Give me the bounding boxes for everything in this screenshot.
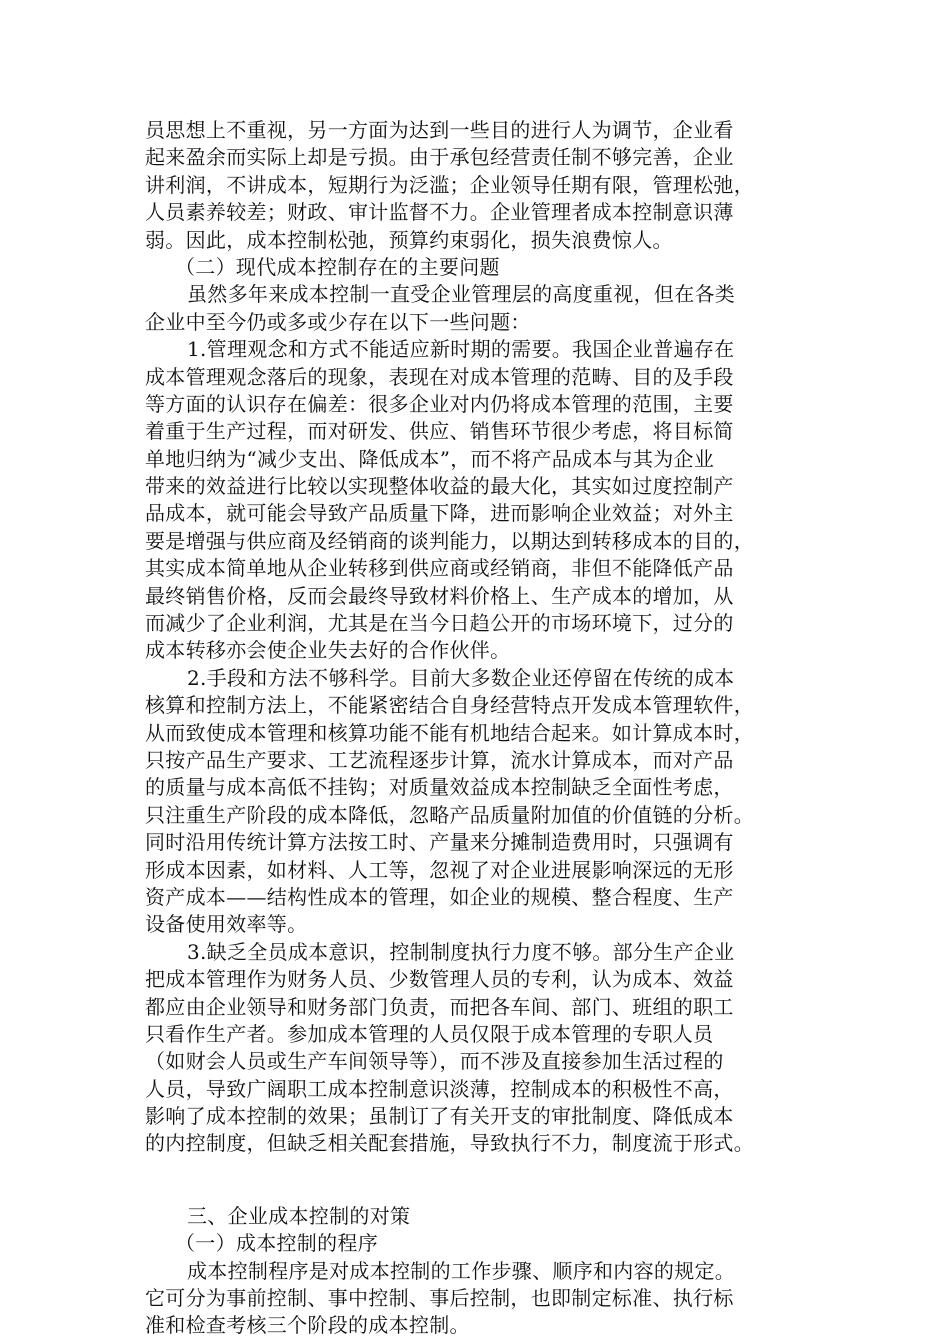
text-line: 资产成本——结构性成本的管理，如企业的规模、整合程度、生产 — [145, 884, 734, 909]
text-line: 从而致使成本管理和核算功能不能有机地结合起来。如计算成本时， — [145, 720, 754, 745]
section-heading: 三、企业成本控制的对策 — [187, 1203, 411, 1228]
text-line: 单地归纳为“减少支出、降低成本”，而不将产品成本与其为企业 — [145, 446, 715, 471]
paragraph-first-line: 1.管理观念和方式不能适应新时期的需要。我国企业普遍存在 — [187, 337, 735, 362]
text-line: 成本管理观念落后的现象，表现在对成本管理的范畴、目的及手段 — [145, 364, 734, 389]
text-line: 只按产品生产要求、工艺流程逐步计算，流水计算成本，而对产品 — [145, 747, 734, 772]
text-line: 准和检查考核三个阶段的成本控制。 — [145, 1313, 470, 1338]
text-line: 弱。因此，成本控制松弛，预算约束弱化，损失浪费惊人。 — [145, 227, 673, 252]
text-line: 而减少了企业利润，尤其是在当今日趋公开的市场环境下，过分的 — [145, 611, 734, 636]
paragraph-first-line: 2.手段和方法不够科学。目前大多数企业还停留在传统的成本 — [187, 665, 735, 690]
text-line: 着重于生产过程，而对研发、供应、销售环节很少考虑，将目标简 — [145, 419, 734, 444]
text-line: 它可分为事前控制、事中控制、事后控制，也即制定标准、执行标 — [145, 1286, 734, 1311]
text-line: 的内控制度，但缺乏相关配套措施，导致执行不力，制度流于形式。 — [145, 1131, 754, 1156]
text-line: 都应由企业领导和财务部门负责，而把各车间、部门、班组的职工 — [145, 994, 734, 1019]
text-line: 带来的效益进行比较以实现整体收益的最大化，其实如过度控制产 — [145, 474, 734, 499]
text-line: 讲利润，不讲成本，短期行为泛滥；企业领导任期有限，管理松弛， — [145, 172, 754, 197]
text-line: 同时沿用传统计算方法按工时、产量来分摊制造费用时，只强调有 — [145, 830, 734, 855]
subsection-heading: （一）成本控制的程序 — [175, 1231, 378, 1256]
text-line: 其实成本简单地从企业转移到供应商或经销商，非但不能降低产品 — [145, 556, 734, 581]
text-line: 起来盈余而实际上却是亏损。由于承包经营责任制不够完善，企业 — [145, 145, 734, 170]
text-line: 设备使用效率等。 — [145, 912, 308, 937]
text-line: 等方面的认识存在偏差：很多企业对内仍将成本管理的范围，主要 — [145, 391, 734, 416]
text-line: 最终销售价格，反而会最终导致材料价格上、生产成本的增加，从 — [145, 583, 734, 608]
text-line: 成本转移亦会使企业失去好的合作伙伴。 — [145, 638, 511, 663]
document-page — [145, 117, 810, 1340]
text-line: 只看作生产者。参加成本管理的人员仅限于成本管理的专职人员 — [145, 1021, 714, 1046]
text-line: 要是增强与供应商及经销商的谈判能力，以期达到转移成本的目的， — [145, 528, 754, 553]
text-line: 人员素养较差；财政、审计监督不力。企业管理者成本控制意识薄 — [145, 200, 734, 225]
text-line: 企业中至今仍或多或少存在以下一些问题： — [145, 309, 531, 334]
text-line: 核算和控制方法上，不能紧密结合自身经营特点开发成本管理软件， — [145, 693, 754, 718]
section-gap — [145, 1158, 810, 1203]
text-line: 的质量与成本高低不挂钩；对质量效益成本控制缺乏全面性考虑， — [145, 775, 734, 800]
text-line: 形成本因素，如材料、人工等，忽视了对企业进展影响深远的无形 — [145, 857, 734, 882]
text-line: 人员，导致广阔职工成本控制意识淡薄，控制成本的积极性不高， — [145, 1076, 734, 1101]
text-line: 把成本管理作为财务人员、少数管理人员的专利，认为成本、效益 — [145, 967, 734, 992]
text-line: 员思想上不重视，另一方面为达到一些目的进行人为调节，企业看 — [145, 118, 734, 142]
text-line: 只注重生产阶段的成本降低，忽略产品质量附加值的价值链的分析。 — [145, 802, 754, 827]
section-heading: （二）现代成本控制存在的主要问题 — [175, 254, 500, 279]
paragraph-first-line: 虽然多年来成本控制一直受企业管理层的高度重视，但在各类 — [187, 282, 736, 307]
paragraph-first-line: 3.缺乏全员成本意识，控制制度执行力度不够。部分生产企业 — [187, 939, 735, 964]
text-line: 品成本，就可能会导致产品质量下降，进而影响企业效益；对外主 — [145, 501, 734, 526]
text-line: （如财会人员或生产车间领导等），而不涉及直接参加生活过程的 — [145, 1049, 724, 1074]
text-line: 影响了成本控制的效果；虽制订了有关开支的审批制度、降低成本 — [145, 1104, 734, 1129]
paragraph-first-line: 成本控制程序是对成本控制的工作步骤、顺序和内容的规定。 — [187, 1258, 736, 1283]
